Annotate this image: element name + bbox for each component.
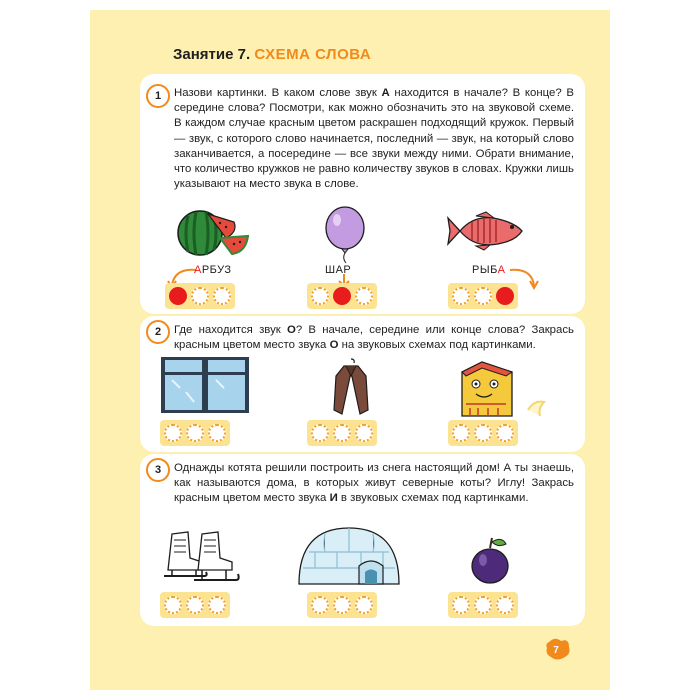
word-label: РЫБА: [472, 264, 506, 276]
sound-circle[interactable]: [169, 287, 187, 305]
sound-circle[interactable]: [355, 596, 373, 614]
task-2-text: Где находится звук О? В начале, середине или конце слова? Закрась красным цветом место звука О на звуковых схемах под картинками.: [174, 324, 574, 352]
sound-scheme: [160, 592, 230, 618]
sound-circle[interactable]: [452, 287, 470, 305]
igloo-icon: [295, 524, 403, 586]
sound-circle[interactable]: [208, 424, 226, 442]
page-number: 7: [553, 645, 559, 656]
task-3-number: 3: [146, 458, 170, 482]
sound-circle[interactable]: [474, 424, 492, 442]
sound-circle[interactable]: [474, 287, 492, 305]
sound-circle[interactable]: [496, 424, 514, 442]
sound-circle[interactable]: [355, 287, 373, 305]
sound-scheme: [307, 283, 377, 309]
sound-circle[interactable]: [186, 596, 204, 614]
page-number-badge: [545, 638, 571, 660]
sound-circle[interactable]: [164, 424, 182, 442]
task-1-number: 1: [146, 84, 170, 108]
sound-circle[interactable]: [186, 424, 204, 442]
sound-circle[interactable]: [474, 596, 492, 614]
fish-icon: [446, 210, 526, 252]
sound-circle[interactable]: [496, 596, 514, 614]
word-label: ШАР: [325, 264, 352, 276]
sound-scheme: [160, 420, 230, 446]
sound-scheme: [448, 420, 518, 446]
coat-icon: [332, 358, 370, 416]
skates-icon: [162, 528, 242, 584]
watermelon-icon: [176, 208, 250, 258]
sound-circle[interactable]: [208, 596, 226, 614]
balloon-icon: [322, 206, 368, 264]
sound-scheme: [307, 592, 377, 618]
sound-circle[interactable]: [333, 287, 351, 305]
word-label: АРБУЗ: [194, 264, 232, 276]
sound-circle[interactable]: [496, 287, 514, 305]
sound-scheme: [448, 283, 518, 309]
lesson-topic: СХЕМА СЛОВА: [254, 46, 372, 63]
task-2-number: 2: [146, 320, 170, 344]
sound-circle[interactable]: [213, 287, 231, 305]
house-icon: [448, 358, 552, 420]
task-3-text: Однажды котята решили построить из снега настоящий дом! А ты знаешь, как называются дома, в которых живут северные коты? Иглу! Закрась красным цветом место звука И в звуковых схемах под картинками.: [174, 462, 574, 505]
sound-scheme: [307, 420, 377, 446]
sound-scheme: [448, 592, 518, 618]
sound-circle[interactable]: [311, 596, 329, 614]
plum-icon: [470, 536, 510, 586]
sound-circle[interactable]: [452, 424, 470, 442]
sound-circle[interactable]: [452, 596, 470, 614]
sound-circle[interactable]: [355, 424, 373, 442]
window-icon: [160, 356, 250, 414]
sound-circle[interactable]: [164, 596, 182, 614]
sound-circle[interactable]: [333, 596, 351, 614]
sound-circle[interactable]: [191, 287, 209, 305]
sound-circle[interactable]: [311, 424, 329, 442]
task-1-text: Назови картинки. В каком слове звук А находится в начале? В конце? В середине слова? Посмотри, как можно обозначить это на звуковой схеме. В каждом случае красным цветом раскрашен подходящий кружок. Первый — звук, с которого слово начинается, последний — звук, на который слово заканчивается, а посередине — все звуки между ними. Обрати внимание, что количество кружков не равно количеству звуков в словах. Кружки лишь указывают на место звука в слове.: [174, 87, 574, 191]
sound-circle[interactable]: [311, 287, 329, 305]
page-title: [173, 46, 371, 63]
sound-scheme: [165, 283, 235, 309]
lesson-label: Занятие 7.: [173, 46, 251, 63]
sound-circle[interactable]: [333, 424, 351, 442]
